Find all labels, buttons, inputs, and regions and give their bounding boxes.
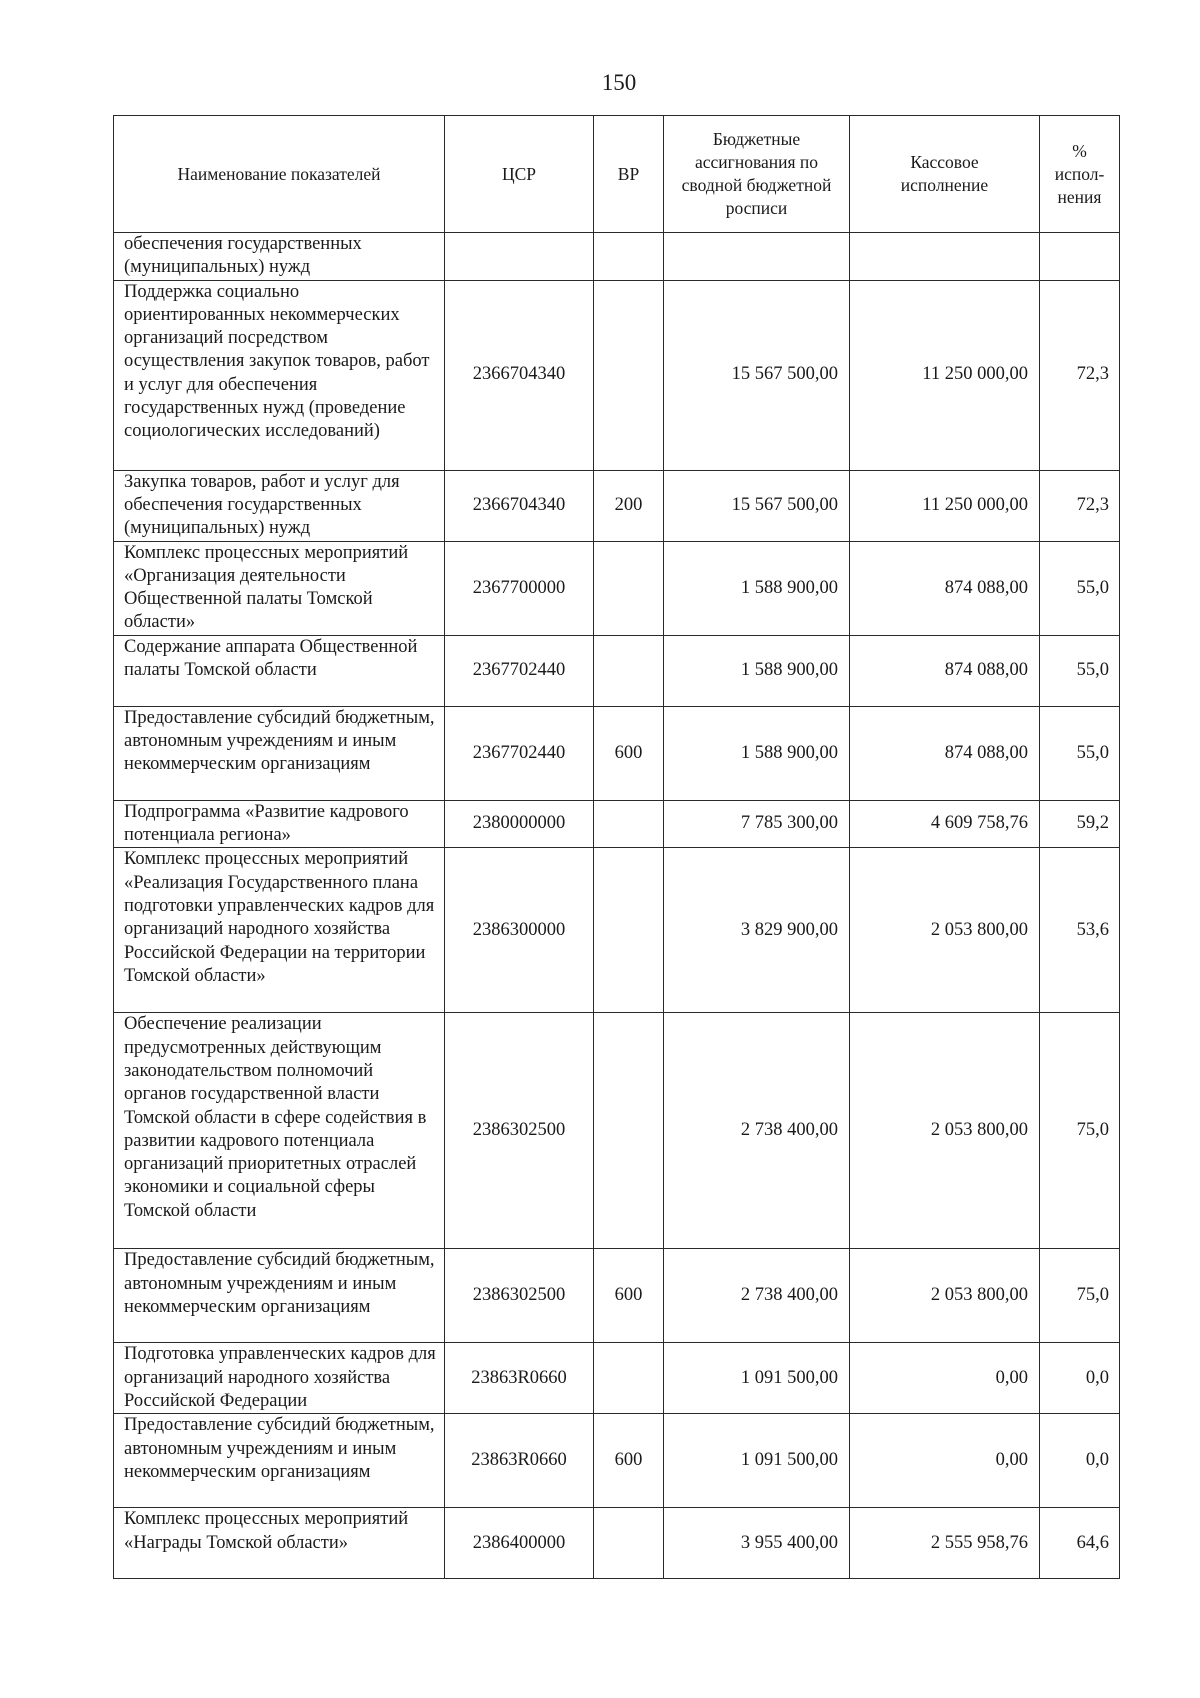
row-csr: 23863R0660	[445, 1343, 594, 1414]
row-name: обеспечения государственных (муниципальных) нужд	[114, 233, 445, 281]
row-name: Комплекс процессных мероприятий «Реализация Государственного плана подготовки управленческих кадров для организаций народного хозяйства Российской Федерации на территории Томской области»	[114, 848, 445, 1013]
row-vr	[594, 541, 664, 635]
row-pct: 53,6	[1040, 848, 1120, 1013]
row-pct: 59,2	[1040, 800, 1120, 848]
row-pct: 0,0	[1040, 1343, 1120, 1414]
row-cash: 0,00	[850, 1343, 1040, 1414]
row-cash: 4 609 758,76	[850, 800, 1040, 848]
row-name: Комплекс процессных мероприятий «Награды Томской области»	[114, 1508, 445, 1579]
row-name: Содержание аппарата Общественной палаты Томской области	[114, 635, 445, 706]
row-cash	[850, 233, 1040, 281]
row-cash: 2 555 958,76	[850, 1508, 1040, 1579]
row-name: Предоставление субсидий бюджетным, автономным учреждениям и иным некоммерческим организациям	[114, 1249, 445, 1343]
row-pct: 0,0	[1040, 1414, 1120, 1508]
row-vr	[594, 280, 664, 470]
row-pct: 72,3	[1040, 280, 1120, 470]
row-budget: 3 829 900,00	[664, 848, 850, 1013]
row-budget: 1 588 900,00	[664, 541, 850, 635]
table-row	[114, 1343, 1120, 1414]
header-pct: % испол-нения	[1040, 116, 1120, 233]
table-row	[114, 1414, 1120, 1508]
row-pct: 75,0	[1040, 1249, 1120, 1343]
budget-execution-table	[113, 115, 1120, 1579]
row-pct: 64,6	[1040, 1508, 1120, 1579]
table-row	[114, 800, 1120, 848]
row-vr	[594, 1343, 664, 1414]
row-vr	[594, 1013, 664, 1249]
row-budget	[664, 233, 850, 281]
row-csr	[445, 233, 594, 281]
row-cash: 874 088,00	[850, 635, 1040, 706]
row-vr: 600	[594, 1414, 664, 1508]
row-pct: 72,3	[1040, 470, 1120, 541]
row-name: Закупка товаров, работ и услуг для обеспечения государственных (муниципальных) нужд	[114, 470, 445, 541]
row-vr: 600	[594, 706, 664, 800]
row-name: Подпрограмма «Развитие кадрового потенциала региона»	[114, 800, 445, 848]
row-csr: 2367702440	[445, 706, 594, 800]
row-cash: 874 088,00	[850, 541, 1040, 635]
table-row	[114, 1249, 1120, 1343]
row-csr: 2386302500	[445, 1013, 594, 1249]
header-csr: ЦСР	[445, 116, 594, 233]
row-cash: 2 053 800,00	[850, 1013, 1040, 1249]
table-row	[114, 635, 1120, 706]
row-vr: 600	[594, 1249, 664, 1343]
header-budget: Бюджетные ассигнования по сводной бюджетной росписи	[664, 116, 850, 233]
row-budget: 1 091 500,00	[664, 1343, 850, 1414]
row-name: Подготовка управленческих кадров для организаций народного хозяйства Российской Федерации	[114, 1343, 445, 1414]
table-row	[114, 470, 1120, 541]
row-budget: 2 738 400,00	[664, 1249, 850, 1343]
row-csr: 2366704340	[445, 470, 594, 541]
row-name: Предоставление субсидий бюджетным, автономным учреждениям и иным некоммерческим организациям	[114, 706, 445, 800]
row-csr: 2386300000	[445, 848, 594, 1013]
table-row	[114, 1013, 1120, 1249]
row-budget: 1 588 900,00	[664, 706, 850, 800]
row-budget: 15 567 500,00	[664, 470, 850, 541]
table-row	[114, 848, 1120, 1013]
row-vr	[594, 233, 664, 281]
header-row	[114, 116, 1120, 233]
row-cash: 11 250 000,00	[850, 470, 1040, 541]
row-budget: 1 588 900,00	[664, 635, 850, 706]
row-vr	[594, 1508, 664, 1579]
header-vr: ВР	[594, 116, 664, 233]
row-csr: 2386400000	[445, 1508, 594, 1579]
row-vr	[594, 635, 664, 706]
row-pct	[1040, 233, 1120, 281]
row-csr: 2367702440	[445, 635, 594, 706]
header-name: Наименование показателей	[114, 116, 445, 233]
row-csr: 23863R0660	[445, 1414, 594, 1508]
row-vr: 200	[594, 470, 664, 541]
row-csr: 2367700000	[445, 541, 594, 635]
header-cash: Кассовое исполнение	[850, 116, 1040, 233]
row-csr: 2366704340	[445, 280, 594, 470]
row-budget: 3 955 400,00	[664, 1508, 850, 1579]
row-cash: 11 250 000,00	[850, 280, 1040, 470]
row-name: Обеспечение реализации предусмотренных действующим законодательством полномочий органов государственной власти Томской области в сфере содействия в развитии кадрового потенциала организаций приоритетных отраслей экономики и социальной сферы Томской области	[114, 1013, 445, 1249]
row-budget: 15 567 500,00	[664, 280, 850, 470]
page-number: 150	[601, 70, 637, 95]
row-csr: 2380000000	[445, 800, 594, 848]
row-pct: 75,0	[1040, 1013, 1120, 1249]
row-pct: 55,0	[1040, 706, 1120, 800]
table-row	[114, 1508, 1120, 1579]
table-row	[114, 280, 1120, 470]
row-budget: 1 091 500,00	[664, 1414, 850, 1508]
row-csr: 2386302500	[445, 1249, 594, 1343]
row-pct: 55,0	[1040, 541, 1120, 635]
row-cash: 2 053 800,00	[850, 848, 1040, 1013]
row-budget: 2 738 400,00	[664, 1013, 850, 1249]
row-name: Предоставление субсидий бюджетным, автономным учреждениям и иным некоммерческим организациям	[114, 1414, 445, 1508]
table-row	[114, 706, 1120, 800]
table-row	[114, 233, 1120, 281]
row-pct: 55,0	[1040, 635, 1120, 706]
row-name: Комплекс процессных мероприятий «Организация деятельности Общественной палаты Томской области»	[114, 541, 445, 635]
row-vr	[594, 848, 664, 1013]
row-cash: 0,00	[850, 1414, 1040, 1508]
row-budget: 7 785 300,00	[664, 800, 850, 848]
row-vr	[594, 800, 664, 848]
table-row	[114, 541, 1120, 635]
row-cash: 874 088,00	[850, 706, 1040, 800]
row-cash: 2 053 800,00	[850, 1249, 1040, 1343]
row-name: Поддержка социально ориентированных некоммерческих организаций посредством осуществления закупок товаров, работ и услуг для обеспечения государственных нужд (проведение социологических исследований)	[114, 280, 445, 470]
